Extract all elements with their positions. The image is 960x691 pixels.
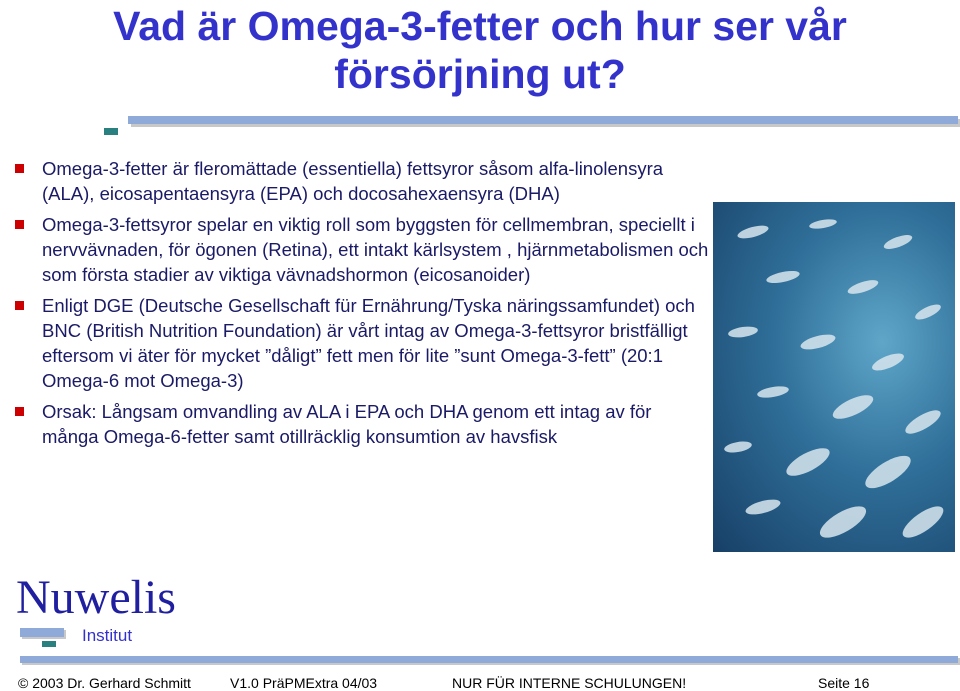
logo-decoration-accent xyxy=(42,641,56,647)
logo-subtitle: Institut xyxy=(82,626,133,645)
company-logo: Nuwelis xyxy=(16,571,176,624)
bullet-text: Omega-3-fetter är fleromättade (essentiella) fettsyror såsom alfa-linolensyra (ALA), eicosapentaensyra (EPA) och docosahexaensyra (DHA) xyxy=(42,158,664,204)
bullet-text: Orsak: Långsam omvandling av ALA i EPA och DHA genom ett intag av för många Omega-6-fetter samt otillräcklig konsumtion av havsfisk xyxy=(42,401,652,447)
footer-copyright: © 2003 Dr. Gerhard Schmitt xyxy=(18,675,191,691)
bullet-item xyxy=(0,156,712,206)
bullet-square-icon xyxy=(15,164,24,173)
fish-school-photo xyxy=(713,202,955,552)
footer-divider xyxy=(20,656,958,663)
logo-decoration-bar xyxy=(20,628,64,637)
title-underline-accent xyxy=(104,128,118,135)
fish-school-illustration xyxy=(713,202,955,552)
bullet-item xyxy=(0,212,712,287)
footer-version: V1.0 PräPMExtra 04/03 xyxy=(230,675,378,691)
bullet-text: Enligt DGE (Deutsche Gesellschaft für Ernährung/Tyska näringssamfundet) och BNC (British Nutrition Foundation) är vårt intag av Omega-3-fettsyror bristfälligt eftersom vi äter för mycket ”dåligt” fett men för lite ”sunt Omega-3-fett” (20:1 Omega-6 mot Omega-3) xyxy=(42,295,695,391)
bullet-text: Omega-3-fettsyror spelar en viktig roll som byggsten för cellmembran, speciellt i nervvävnaden, för ögonen (Retina), ett intakt kärlsystem , hjärnmetabolismen och som första stadier av viktiga vävnadshormon (eicosanoider) xyxy=(42,214,709,285)
title-underline xyxy=(128,116,958,124)
bullet-square-icon xyxy=(15,301,24,310)
bullet-item xyxy=(0,293,712,393)
bullet-item xyxy=(0,399,712,449)
bullet-square-icon xyxy=(15,407,24,416)
bullet-square-icon xyxy=(15,220,24,229)
footer-page-number: Seite 16 xyxy=(818,675,870,691)
bullet-list xyxy=(0,156,712,455)
slide-title: Vad är Omega-3-fetter och hur ser vår försörjning ut? xyxy=(113,3,847,97)
footer-notice: NUR FÜR INTERNE SCHULUNGEN! xyxy=(452,675,687,691)
